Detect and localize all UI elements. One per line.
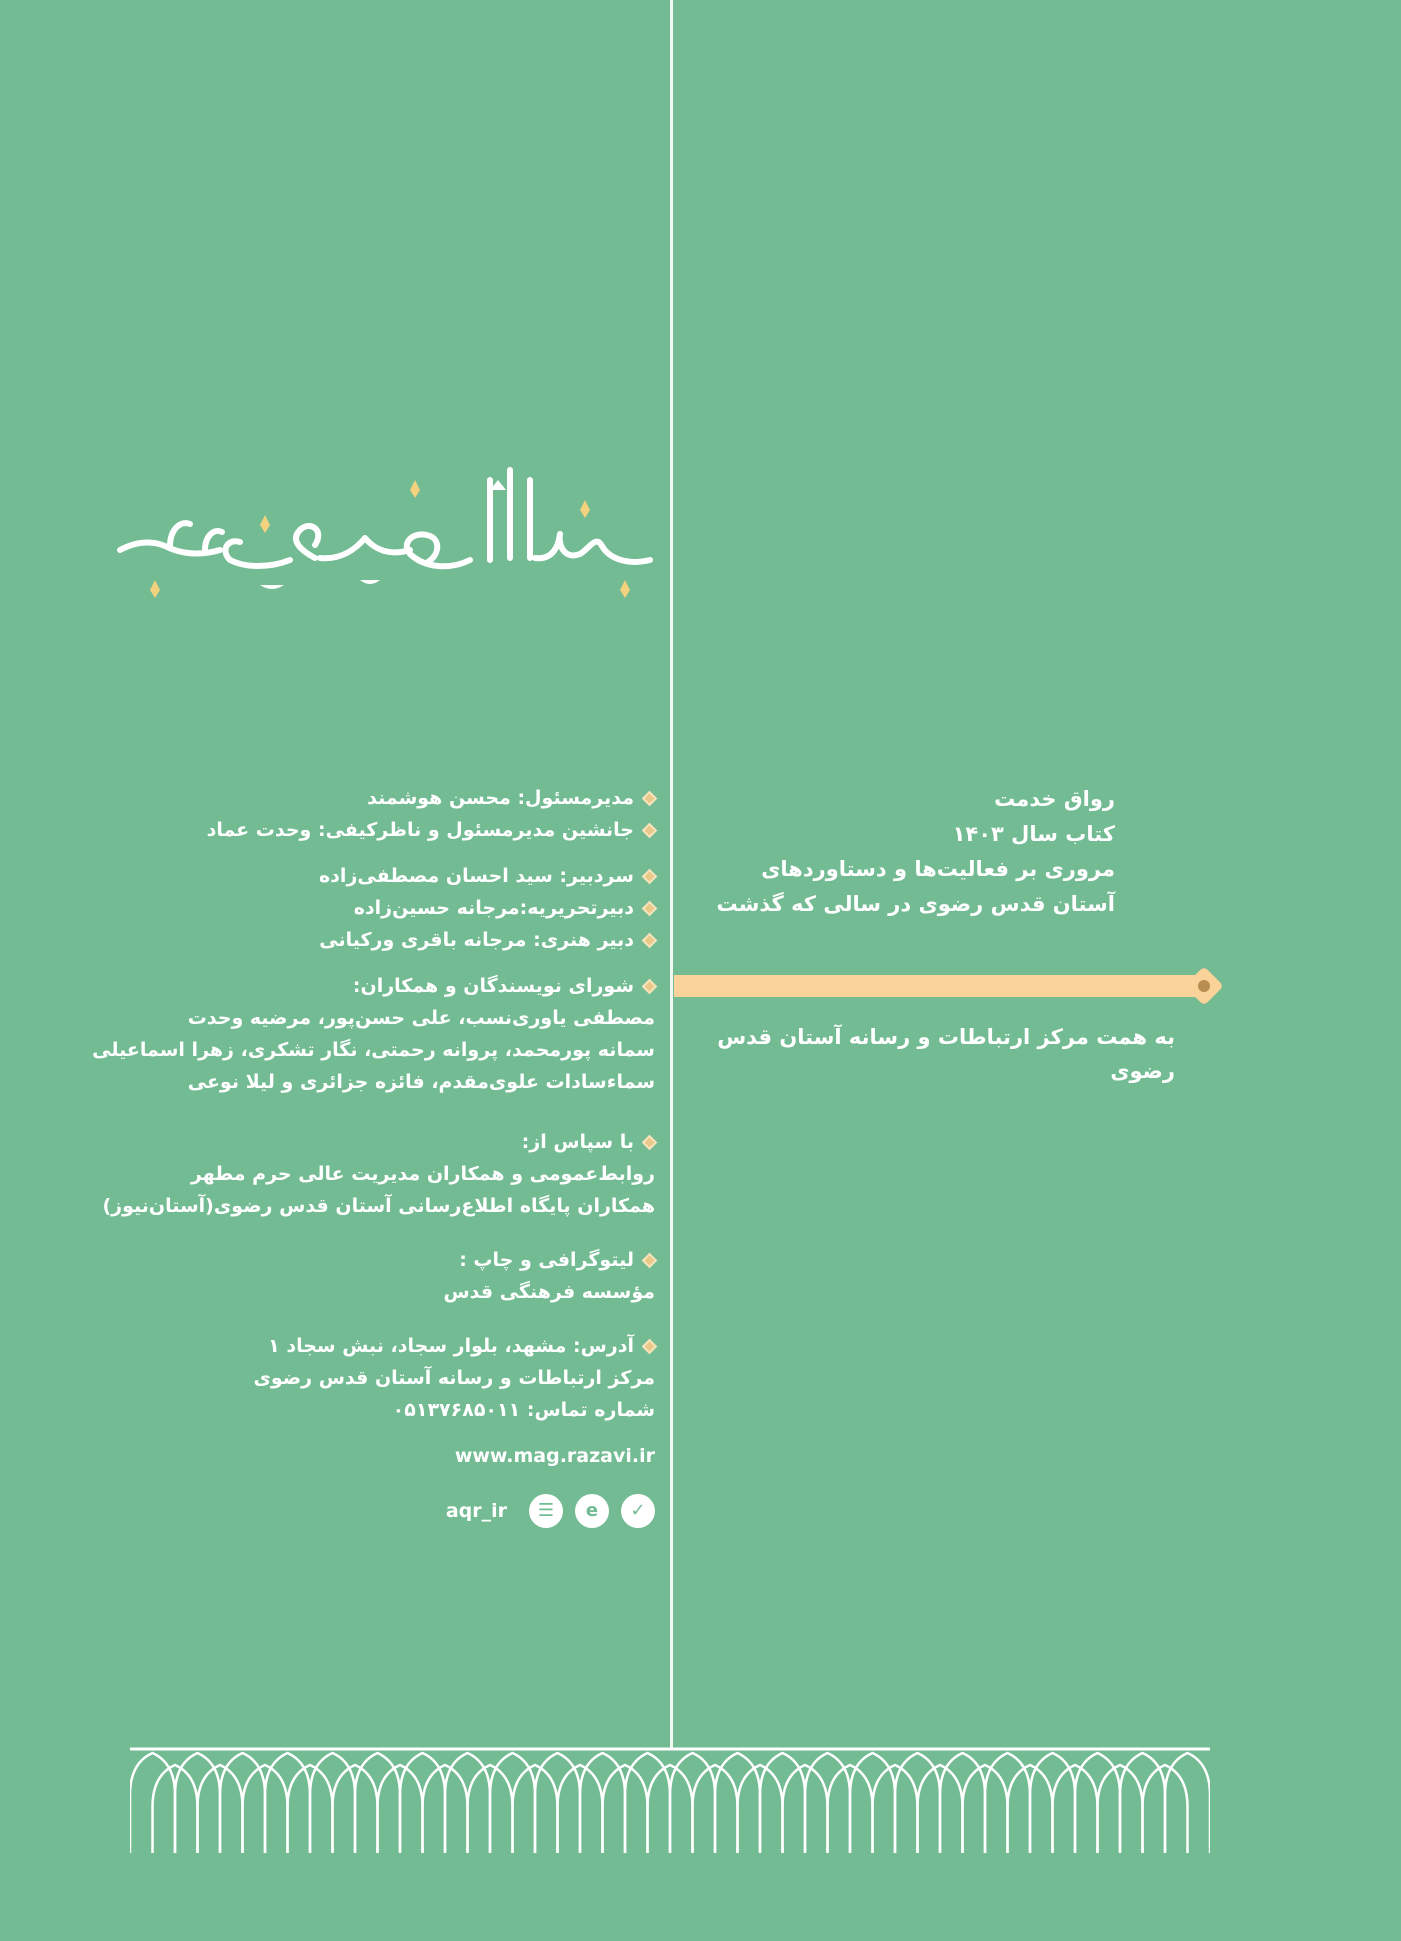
social-row [120,1494,655,1528]
writers-section [92,970,655,1098]
eitaa-icon[interactable]: e [575,1494,609,1528]
thanks-section [102,1126,655,1222]
book-title: رواق خدمت [994,787,1115,811]
credit-line: مرکز ارتباطات و رسانه آستان قدس رضوی [253,1367,655,1389]
website-link[interactable]: www.mag.razavi.ir [454,1445,655,1467]
book-info [695,782,1115,922]
bullet-diamond-icon [642,933,658,949]
book-description-2: آستان قدس رضوی در سالی که گذشت [716,892,1115,916]
credit-line: سماء‌سادات علوی‌مقدم، فائزه جزائری و لیلا نوعی [187,1071,655,1093]
bullet-diamond-icon [642,791,658,807]
credit-line: دبیرتحریریه:مرجانه حسین‌زاده [120,892,655,924]
credit-line: لیتوگرافی و چاپ : [120,1244,655,1276]
credit-line: سمانه پورمحمد، پروانه رحمتی، نگار تشکری، زهرا اسماعیلی [92,1039,655,1061]
bullet-diamond-icon [642,1135,658,1151]
credit-line: جانشین مدیرمسئول و ناظرکیفی: وحدت عماد [120,814,655,846]
social-handle[interactable]: aqr_ir [445,1500,507,1522]
book-subtitle: کتاب سال ۱۴۰۳ [952,822,1115,846]
check-icon[interactable]: ✓ [621,1494,655,1528]
credit-line: همکاران پایگاه اطلاع‌رسانی آستان قدس رضوی(آستان‌نیوز) [102,1195,655,1217]
credit-line: سردبیر: سید احسان مصطفی‌زاده [120,860,655,892]
credits-block [92,782,655,1528]
bullet-diamond-icon [642,901,658,917]
center-divider-line [670,0,673,1748]
credit-line: مصطفی یاوری‌نسب، علی حسن‌پور، مرضیه وحدت [187,1007,655,1029]
credit-line: مؤسسه فرهنگی قدس [443,1281,655,1303]
credit-line: روابط‌عمومی و همکاران مدیریت عالی حرم مطهر [190,1163,655,1185]
print-section [120,1244,655,1308]
gold-knob-center [1198,980,1210,992]
book-description-1: مروری بر فعالیت‌ها و دستاوردهای [761,857,1115,881]
editorial-section [120,860,655,956]
bullet-diamond-icon [642,869,658,885]
credit-line: دبیر هنری: مرجانه باقری ورکیانی [120,924,655,956]
bullet-diamond-icon [642,1339,658,1355]
credit-line: شورای نویسندگان و همکاران: [120,970,655,1002]
bismillah-calligraphy [110,450,670,610]
chat-icon[interactable]: ☰ [529,1494,563,1528]
bullet-diamond-icon [642,1253,658,1269]
arch-pattern [130,1745,1210,1855]
credit-line: آدرس: مشهد، بلوار سجاد، نبش سجاد ۱ [120,1330,655,1362]
credit-line: با سپاس از: [120,1126,655,1158]
phone-number: شماره تماس: ۰۵۱۳۷۶۸۵۰۱۱ [392,1399,655,1421]
credit-line: مدیرمسئول: محسن هوشمند [120,782,655,814]
bullet-diamond-icon [642,823,658,839]
cooperation-text: به همت مرکز ارتباطات و رسانه آستان قدس رضوی [717,1025,1175,1083]
address-section [120,1330,655,1426]
gold-divider-bar [674,975,1204,997]
management-section [120,782,655,846]
bullet-diamond-icon [642,979,658,995]
